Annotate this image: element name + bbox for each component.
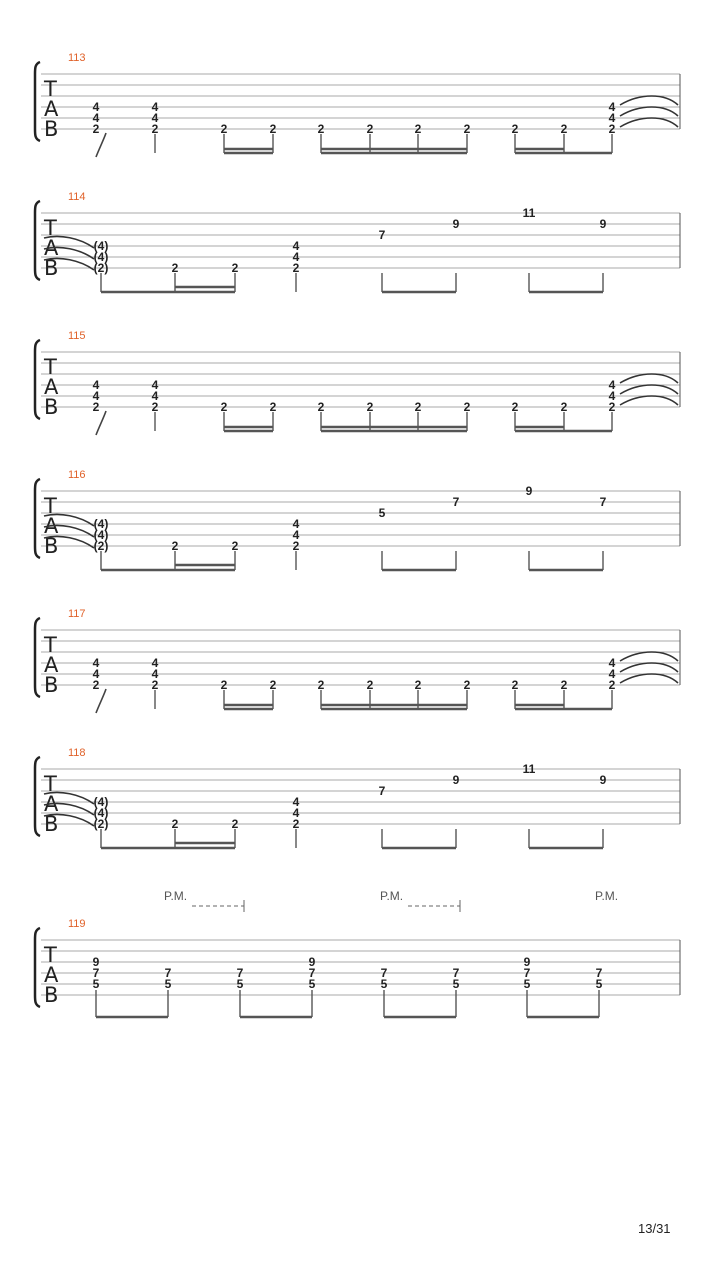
fret-number: 4 bbox=[292, 239, 300, 253]
fret-number: 9 bbox=[308, 955, 316, 969]
tab-system-116 bbox=[35, 469, 680, 570]
tab-letter-t: T bbox=[44, 943, 57, 967]
fret-number: 2 bbox=[151, 400, 159, 414]
fret-number: 4 bbox=[151, 100, 159, 114]
tie-arc bbox=[620, 374, 678, 383]
tab-letter-b: B bbox=[44, 117, 59, 141]
fret-number: 9 bbox=[452, 217, 460, 231]
fret-number: 2 bbox=[366, 122, 374, 136]
fret-number: 7 bbox=[308, 966, 316, 980]
measure-number: 113 bbox=[68, 52, 86, 64]
fret-number: 5 bbox=[236, 977, 244, 991]
tab-system-117 bbox=[35, 608, 680, 713]
fret-number: 7 bbox=[164, 966, 172, 980]
fret-number: 4 bbox=[608, 378, 616, 392]
fret-number: 4 bbox=[151, 656, 159, 670]
fret-number: (2) bbox=[93, 261, 109, 275]
fret-number: 7 bbox=[523, 966, 531, 980]
fret-number: 7 bbox=[599, 495, 607, 509]
fret-number: 9 bbox=[599, 773, 607, 787]
fret-number: 9 bbox=[92, 955, 100, 969]
fret-number: 2 bbox=[151, 122, 159, 136]
fret-number: 2 bbox=[151, 678, 159, 692]
system-bracket bbox=[35, 62, 40, 141]
tab-letter-a: A bbox=[44, 514, 59, 538]
fret-number: 2 bbox=[560, 678, 568, 692]
fret-number: 7 bbox=[380, 966, 388, 980]
fret-number: 2 bbox=[366, 400, 374, 414]
fret-number: (4) bbox=[93, 517, 109, 531]
fret-number: 2 bbox=[511, 678, 519, 692]
fret-number: 2 bbox=[269, 400, 277, 414]
tab-letter-b: B bbox=[44, 673, 59, 697]
fret-number: 2 bbox=[608, 678, 616, 692]
fret-number: 2 bbox=[463, 122, 471, 136]
fret-number: 7 bbox=[378, 784, 386, 798]
fret-number: 2 bbox=[92, 122, 100, 136]
page-number: 13/31 bbox=[638, 1221, 671, 1236]
tie-arc bbox=[620, 674, 678, 683]
fret-number: 2 bbox=[414, 122, 422, 136]
fret-number: 4 bbox=[292, 528, 300, 542]
system-bracket bbox=[35, 928, 40, 1007]
fret-number: 2 bbox=[220, 678, 228, 692]
strum-stroke bbox=[96, 133, 106, 157]
fret-number: 2 bbox=[560, 122, 568, 136]
fret-number: (4) bbox=[93, 239, 109, 253]
tie-arc bbox=[620, 652, 678, 661]
fret-number: 2 bbox=[511, 122, 519, 136]
fret-number: 2 bbox=[231, 817, 239, 831]
fret-number: 4 bbox=[608, 389, 616, 403]
tab-system-114 bbox=[35, 191, 680, 292]
fret-number: 2 bbox=[231, 539, 239, 553]
fret-number: 4 bbox=[292, 250, 300, 264]
tab-letter-b: B bbox=[44, 983, 59, 1007]
fret-number: 4 bbox=[292, 806, 300, 820]
tab-letter-b: B bbox=[44, 256, 59, 280]
tab-letter-t: T bbox=[44, 77, 57, 101]
fret-number: (4) bbox=[93, 250, 109, 264]
fret-number: 5 bbox=[452, 977, 460, 991]
tab-letter-a: A bbox=[44, 963, 59, 987]
system-bracket bbox=[35, 757, 40, 836]
fret-number: 5 bbox=[164, 977, 172, 991]
tie-arc bbox=[620, 663, 678, 672]
tab-letter-t: T bbox=[44, 633, 57, 657]
fret-number: 2 bbox=[366, 678, 374, 692]
fret-number: 4 bbox=[151, 389, 159, 403]
fret-number: 5 bbox=[308, 977, 316, 991]
tie-arc bbox=[620, 96, 678, 105]
fret-number: 4 bbox=[92, 378, 100, 392]
measure-number: 117 bbox=[68, 608, 86, 620]
tab-system-115 bbox=[35, 330, 680, 435]
fret-number: 5 bbox=[523, 977, 531, 991]
fret-number: 7 bbox=[595, 966, 603, 980]
fret-number: 2 bbox=[560, 400, 568, 414]
fret-number: 2 bbox=[511, 400, 519, 414]
fret-number: 2 bbox=[414, 678, 422, 692]
system-bracket bbox=[35, 340, 40, 419]
measure-number: 116 bbox=[68, 469, 86, 481]
fret-number: 2 bbox=[608, 400, 616, 414]
fret-number: 4 bbox=[151, 378, 159, 392]
fret-number: 4 bbox=[608, 656, 616, 670]
fret-number: 2 bbox=[463, 400, 471, 414]
fret-number: 2 bbox=[292, 817, 300, 831]
fret-number: 4 bbox=[608, 100, 616, 114]
fret-number: 2 bbox=[608, 122, 616, 136]
fret-number: 2 bbox=[220, 122, 228, 136]
tab-letter-a: A bbox=[44, 792, 59, 816]
fret-number: 4 bbox=[92, 656, 100, 670]
fret-number: (4) bbox=[93, 795, 109, 809]
tab-letter-b: B bbox=[44, 534, 59, 558]
system-bracket bbox=[35, 201, 40, 280]
fret-number: 7 bbox=[452, 495, 460, 509]
fret-number: 2 bbox=[220, 400, 228, 414]
tab-letter-a: A bbox=[44, 653, 59, 677]
fret-number: 5 bbox=[378, 506, 386, 520]
fret-number: 7 bbox=[236, 966, 244, 980]
tie-arc bbox=[620, 385, 678, 394]
fret-number: 11 bbox=[522, 762, 536, 776]
tab-letter-a: A bbox=[44, 236, 59, 260]
fret-number: (4) bbox=[93, 806, 109, 820]
fret-number: 4 bbox=[92, 111, 100, 125]
tab-letter-t: T bbox=[44, 494, 57, 518]
tie-arc bbox=[620, 118, 678, 127]
tab-letter-a: A bbox=[44, 97, 59, 121]
tab-system-118 bbox=[35, 747, 680, 848]
fret-number: 4 bbox=[292, 517, 300, 531]
fret-number: 4 bbox=[92, 667, 100, 681]
fret-number: 7 bbox=[378, 228, 386, 242]
fret-number: 2 bbox=[317, 400, 325, 414]
fret-number: 9 bbox=[452, 773, 460, 787]
fret-number: 5 bbox=[92, 977, 100, 991]
fret-number: 2 bbox=[317, 678, 325, 692]
measure-number: 115 bbox=[68, 330, 86, 342]
palm-mute-label: P.M. bbox=[595, 889, 619, 903]
tab-letter-b: B bbox=[44, 395, 59, 419]
tab-system-113 bbox=[35, 52, 680, 157]
fret-number: (2) bbox=[93, 817, 109, 831]
fret-number: (2) bbox=[93, 539, 109, 553]
palm-mute-label: P.M. bbox=[380, 889, 404, 903]
fret-number: 2 bbox=[269, 122, 277, 136]
tab-letter-b: B bbox=[44, 812, 59, 836]
system-bracket bbox=[35, 479, 40, 558]
tie-arc bbox=[620, 107, 678, 116]
fret-number: 2 bbox=[269, 678, 277, 692]
fret-number: 2 bbox=[171, 261, 179, 275]
system-bracket bbox=[35, 618, 40, 697]
fret-number: 2 bbox=[292, 261, 300, 275]
fret-number: 2 bbox=[171, 817, 179, 831]
measure-number: 114 bbox=[68, 191, 86, 203]
tie-arc bbox=[620, 396, 678, 405]
fret-number: 11 bbox=[522, 206, 536, 220]
tab-letter-t: T bbox=[44, 772, 57, 796]
strum-stroke bbox=[96, 689, 106, 713]
fret-number: 7 bbox=[452, 966, 460, 980]
fret-number: 2 bbox=[92, 678, 100, 692]
fret-number: 4 bbox=[608, 111, 616, 125]
strum-stroke bbox=[96, 411, 106, 435]
fret-number: 4 bbox=[151, 667, 159, 681]
fret-number: 4 bbox=[92, 389, 100, 403]
fret-number: 4 bbox=[151, 111, 159, 125]
fret-number: 2 bbox=[414, 400, 422, 414]
tab-letter-t: T bbox=[44, 216, 57, 240]
fret-number: 9 bbox=[523, 955, 531, 969]
fret-number: 2 bbox=[231, 261, 239, 275]
tab-letter-a: A bbox=[44, 375, 59, 399]
fret-number: 4 bbox=[92, 100, 100, 114]
measure-number: 119 bbox=[68, 918, 86, 930]
measure-number: 118 bbox=[68, 747, 86, 759]
fret-number: 2 bbox=[463, 678, 471, 692]
palm-mute-label: P.M. bbox=[164, 889, 188, 903]
fret-number: 5 bbox=[380, 977, 388, 991]
fret-number: 4 bbox=[292, 795, 300, 809]
fret-number: 7 bbox=[92, 966, 100, 980]
fret-number: 9 bbox=[525, 484, 533, 498]
fret-number: 5 bbox=[595, 977, 603, 991]
tab-system-119 bbox=[35, 889, 680, 1017]
fret-number: 2 bbox=[317, 122, 325, 136]
fret-number: 2 bbox=[92, 400, 100, 414]
fret-number: 4 bbox=[608, 667, 616, 681]
fret-number: 2 bbox=[292, 539, 300, 553]
tab-letter-t: T bbox=[44, 355, 57, 379]
fret-number: 9 bbox=[599, 217, 607, 231]
fret-number: (4) bbox=[93, 528, 109, 542]
fret-number: 2 bbox=[171, 539, 179, 553]
